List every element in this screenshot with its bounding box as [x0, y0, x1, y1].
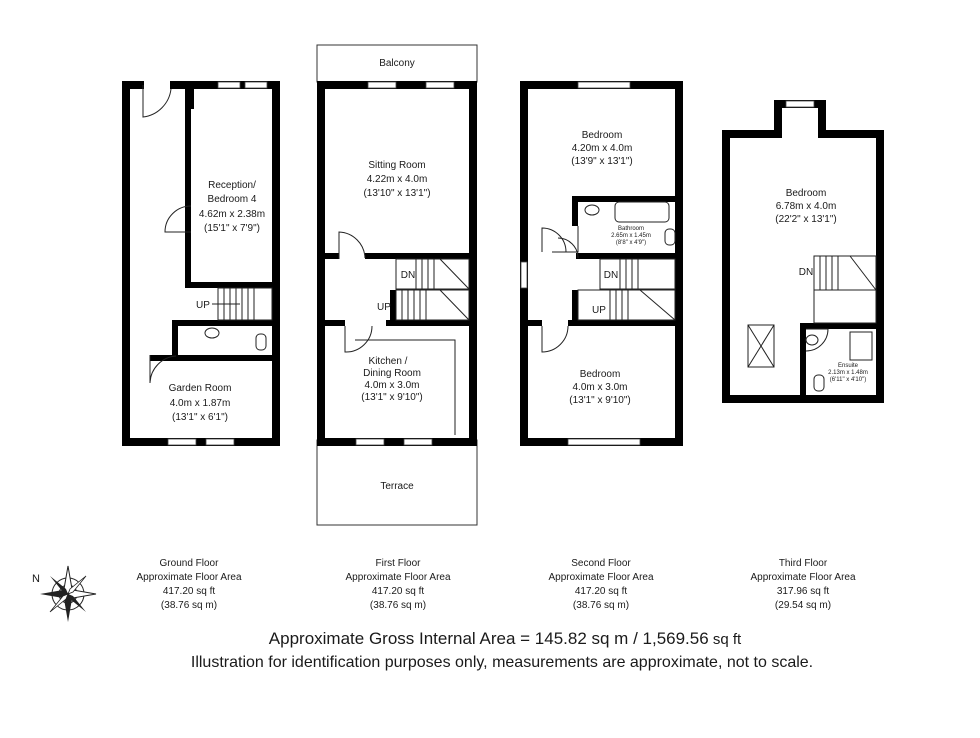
first-stairs [396, 259, 469, 320]
gross-area-sqft-unit: sq ft [708, 631, 742, 648]
second-stairs-up-label: UP [592, 305, 606, 316]
third-bedroom-metric: 6.78m x 4.0m [775, 201, 837, 212]
reception-name: Reception/ [208, 180, 256, 191]
gross-area-separator: / [628, 629, 643, 648]
ensuite-metric: 2.13m x 1.48m [828, 370, 868, 376]
ground-floor-plan [122, 81, 280, 446]
bathroom-door [558, 238, 578, 258]
first-window-bottom-2 [404, 439, 432, 445]
second-stairs-down-label: DN [603, 270, 619, 281]
floor-captions [136, 558, 855, 611]
ensuite-basin-icon [806, 335, 818, 345]
bathroom-name: Bathroom [617, 226, 645, 232]
third-stairs-down-label: DN [798, 267, 814, 278]
first-stairs-up-label: UP [377, 302, 391, 313]
ground-wall-bottom [122, 438, 280, 446]
second-bedroom-bottom-door [542, 326, 568, 352]
ground-window-bottom-2 [206, 439, 234, 445]
compass-rose-icon [40, 566, 96, 622]
ground-window-top-2 [245, 82, 267, 88]
bathroom-toilet-icon [665, 229, 675, 245]
first-window-top-2 [426, 82, 454, 88]
gross-area-sqm: 145.82 sq m [534, 629, 629, 648]
ground-floor-name: Ground Floor [159, 558, 219, 569]
ground-floor-area-label: Approximate Floor Area [136, 572, 242, 583]
reception-name-2: Bedroom 4 [207, 194, 257, 205]
disclaimer: Illustration for identification purposes only, measurements are approximate, not to scale. [190, 654, 814, 671]
second-floor-plan [520, 81, 683, 446]
third-floor-caption [750, 558, 855, 611]
first-floor-name: First Floor [375, 558, 421, 569]
gross-internal-area [269, 629, 742, 648]
second-floor-caption [548, 558, 653, 611]
first-floor-sqft: 417.20 sq ft [371, 586, 425, 597]
sitting-room-name: Sitting Room [368, 160, 426, 171]
reception-wall-left [185, 89, 191, 284]
ground-floor-caption [136, 558, 241, 611]
first-stairs-down-label: DN [400, 270, 416, 281]
first-floor-sqm: (38.76 sq m) [369, 600, 427, 611]
ground-window-top-1 [218, 82, 240, 88]
bathroom-basin-icon [585, 205, 599, 215]
first-floor-plan [317, 45, 477, 525]
garden-room-name: Garden Room [168, 383, 232, 394]
second-floor-sqft: 417.20 sq ft [574, 586, 628, 597]
balcony-label: Balcony [379, 58, 415, 69]
second-bedroom-top-name: Bedroom [581, 130, 623, 141]
ground-floor-sqm: (38.76 sq m) [160, 600, 218, 611]
ground-door-front [143, 85, 171, 117]
second-landing-door [542, 228, 566, 252]
second-floor-name: Second Floor [571, 558, 631, 569]
first-window-bottom-1 [356, 439, 384, 445]
sitting-room-door [339, 232, 365, 259]
gross-area-prefix: Approximate Gross Internal Area = [268, 629, 535, 648]
third-floor-area-label: Approximate Floor Area [750, 572, 856, 583]
bath-tub-icon [615, 202, 669, 222]
sitting-room-imperial: (13'10" x 13'1") [363, 188, 431, 199]
third-bedroom-name: Bedroom [785, 188, 827, 199]
kitchen-imperial: (13'1" x 9'10") [361, 392, 423, 403]
sitting-room-metric: 4.22m x 4.0m [366, 174, 428, 185]
gross-area-sqft-value: 1,569.56 [642, 629, 709, 648]
reception-metric: 4.62m x 2.38m [198, 209, 266, 220]
second-window-top [578, 82, 630, 88]
third-floor-plan [722, 100, 884, 403]
third-floor-sqft: 317.96 sq ft [776, 586, 830, 597]
third-floor-sqm: (29.54 sq m) [774, 600, 832, 611]
first-floor-area-label: Approximate Floor Area [345, 572, 451, 583]
ground-floor-sqft: 417.20 sq ft [162, 586, 216, 597]
ensuite-shower-icon [850, 332, 872, 360]
compass-north-label: N [32, 573, 40, 585]
second-bedroom-top-imperial: (13'9" x 13'1") [571, 156, 633, 167]
third-floor-name: Third Floor [778, 558, 828, 569]
kitchen-name: Kitchen / [368, 356, 408, 367]
ground-wall-right [272, 81, 280, 446]
ground-stairs-up-label: UP [196, 300, 210, 311]
ground-wc-basin-icon [205, 328, 219, 338]
kitchen-name-2: Dining Room [363, 368, 421, 379]
kitchen-metric: 4.0m x 3.0m [364, 380, 420, 391]
second-bedroom-bottom-imperial: (13'1" x 9'10") [569, 395, 631, 406]
first-window-top-1 [368, 82, 396, 88]
reception-imperial: (15'1" x 7'9") [204, 223, 260, 234]
ground-stairs-up [212, 288, 272, 320]
ground-wall-left [122, 81, 130, 446]
third-stairs [814, 256, 876, 323]
ensuite-name: Ensuite [837, 363, 859, 369]
ensuite-imperial: (6'11" x 4'10") [829, 377, 867, 383]
third-bedroom-imperial: (22'2" x 13'1") [775, 214, 837, 225]
terrace-label: Terrace [380, 481, 414, 492]
bathroom-metric: 2.65m x 1.45m [611, 233, 651, 239]
second-bedroom-top-metric: 4.20m x 4.0m [571, 143, 633, 154]
second-window-bottom [568, 439, 640, 445]
second-floor-area-label: Approximate Floor Area [548, 572, 654, 583]
third-dormer-window [786, 101, 814, 107]
ground-wc-toilet-icon [256, 334, 266, 350]
ground-window-bottom-1 [168, 439, 196, 445]
garden-room-imperial: (13'1" x 6'1") [172, 412, 228, 423]
ensuite-toilet-icon [814, 375, 824, 391]
second-bedroom-bottom-name: Bedroom [579, 369, 621, 380]
second-floor-sqm: (38.76 sq m) [572, 600, 630, 611]
bathroom-imperial: (8'8" x 4'9") [615, 240, 647, 246]
first-floor-caption [345, 558, 450, 611]
second-window-side [521, 262, 527, 288]
kitchen-door [345, 326, 372, 352]
second-bedroom-bottom-metric: 4.0m x 3.0m [572, 382, 628, 393]
garden-room-metric: 4.0m x 1.87m [169, 398, 231, 409]
ensuite-door [806, 329, 828, 351]
